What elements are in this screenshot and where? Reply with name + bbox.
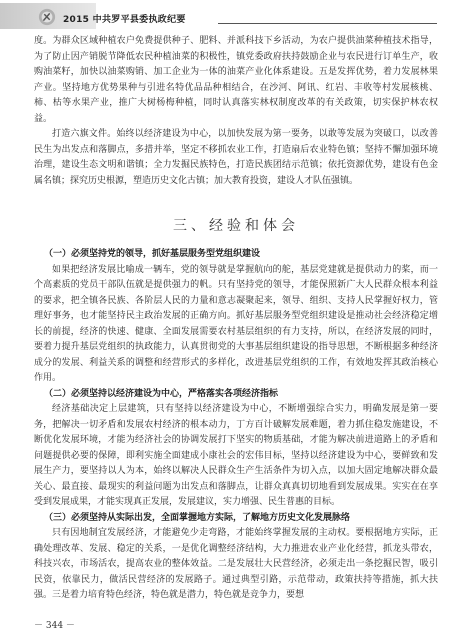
section-title: 三、经验和体会 [173,218,299,234]
page-content [34,34,438,604]
intro-paragraph-2: 打造六旗文件。始终以经济建设为中心，以加快发展为第一要务，以敢等发展为突破口，以改善民生为出发点和落脚点，多措并举，坚定不移抓农业工作，打造扇后农业特色镇；坚持不懈加强环境治理，建设生态文明和谐镇；全力发掘民族特色，打造民族团结示范镇；依托资源优势，建设有色金属名镇；探究历史根源，塑造历史文化古镇；加大教育投资，建设人才队伍强镇。 [34,129,438,186]
header-rule [218,23,437,24]
intro-paragraph-1: 度。为群众区域种植农户免费提供种子、肥料、并派科技下乡活动，为农户提供油菜种植技术指导，为了防止因产销脱节降低农民种植油菜的积极性，镇党委政府扶持鼓励企业与农民进行订单生产，收购油菜籽，加快以油菜购销、加工企业为一体的油菜产业化体系建设。五是发挥优势，着力发展林果产业。坚持地方优势果种与引进名特优品品种相结合，在沙河、阿讯、红岩、丰收等村发展核桃、柿、枯等水果产业，推广大树杨梅种植，同时认真落实林权制度改革的有关政策，切实保护林农权益。 [34,36,438,124]
header-title: 2015 中共罗平县委执政纪要 [63,15,186,25]
subsection-heading-3: （三）必须坚持从实际出发，全面掌握地方实际，了解地方历史文化发展脉络 [44,512,351,523]
subsection-text-1: 如果把经济发展比喻成一辆车，党的领导就是掌握航向的舵，基层党建就是提供动力的桨，而一个高素质的党员干部队伍就是提供强力的帆。只有坚持党的领导，才能保照新广大人民群众根本利益的要求，把全镇各民族、各阶层人民的力量和意志凝聚起来，领导、组织、支持人民掌握好权力，管理好事务，也才能坚持民主政治发展的正确方向。抓好基层服务型党组织建设是推动社会经济稳定增长的前提，经济的快速、健康、全面发展需要农村基层组织的有力支持，所以，在经济发展的同时，要着力提升基层党组织的执政能力，认真贯彻党的大事基层组织建设的指导思想，不断根据多种经济成分的发展、利益关系的调整和经营形式的多样化，改进基层党组织的工作，有效地发挥其政治核心作用。 [34,264,438,383]
page-number: － 344 － [34,621,75,631]
subsection-text-2: 经济基础决定上层建筑，只有坚持以经济建设为中心，不断增强综合实力，明确发展是第一要务，把解决一切矛盾和发展农村经济的根本动力，丁方百计破解发展难题，着力抓住稳发施建设，不断优化发展环境，才能为经济社会的协调发展打下坚实的物质基础，才能为解决前进道路上的矛盾和问题提供必要的保障，即利实施全面建成小康社会的宏伟目标，坚持以经济建设为中心，要鲜致和发展生产力，要坚持以人为本，始终以解决人民群众生产生活条件为切入点，以加大固定地解决群众最关心、最直接、最现实的利益问题为出发点和落脚点，让群众真真切切地看到发展成果。实实在在享受到发展成果，才能实现真正发展，发展建议，实力增强、民生普惠的目标。 [34,404,438,507]
page-header [0,0,471,30]
party-emblem-icon [38,8,56,26]
subsection-heading-1: （一）必须坚持党的领导，抓好基层服务型党组织建设 [44,249,261,259]
subsection-text-3: 只有因地制宜发展经济，才能避免少走弯路，才能始终掌握发展的主动权。要根据地方实际，正确处理改革、发展、稳定的关系，一是优化调整经济结构，大力推进农业产业化经营，抓龙头带农，科技兴农，市场活农，提高农业的整体效益。二是发展壮大民营经济，必须走出一条挖掘民智，吸引民资，依靠民力，做活民营经济的发展路子。通过典型引路，示范带动，政策扶持等措施，抓大扶强。三是着力培育特色经济，特色就是潜力，特色就是竞争力，要想 [34,528,438,600]
subsection-heading-2: （二）必须坚持以经济建设为中心，严格落实各项经济指标 [44,388,279,399]
